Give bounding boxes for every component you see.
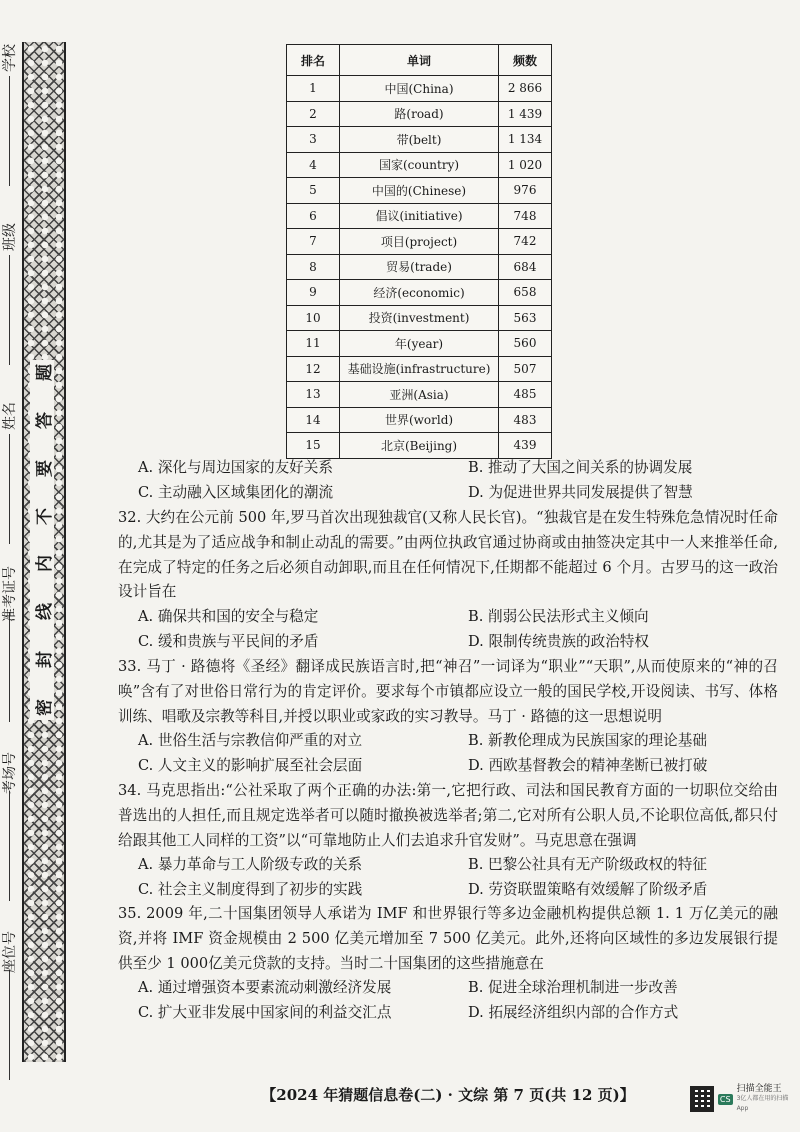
scanner-name: 扫描全能王 (736, 1084, 782, 1094)
word-cell: 亚洲(Asia) (340, 382, 499, 408)
frequency-cell: 684 (499, 254, 552, 280)
word-cell: 年(year) (340, 331, 499, 357)
frequency-cell: 658 (499, 280, 552, 306)
field-name (0, 398, 23, 544)
word-cell: 经济(economic) (340, 280, 499, 306)
rank-cell: 5 (287, 178, 340, 204)
question-33 (118, 655, 778, 779)
seal-char: 封 (34, 651, 55, 669)
scanner-text (737, 1084, 794, 1114)
table-row (287, 356, 552, 382)
word-cell: 中国的(Chinese) (340, 178, 499, 204)
frequency-cell: 560 (499, 331, 552, 357)
question-35 (118, 902, 778, 1026)
option-a: A. 世俗生活与宗教信仰严重的对立 (138, 732, 363, 750)
option-d: D. 拓展经济组织内部的合作方式 (468, 1004, 679, 1022)
rank-cell: 11 (287, 331, 340, 357)
word-cell: 路(road) (340, 101, 499, 127)
word-cell: 投资(investment) (340, 305, 499, 331)
option-c: C. 人文主义的影响扩展至社会层面 (138, 757, 363, 775)
word-cell: 世界(world) (340, 407, 499, 433)
rank-cell: 8 (287, 254, 340, 280)
field-label: 姓名 (2, 401, 18, 430)
field-school (0, 40, 23, 186)
frequency-cell: 1 134 (499, 127, 552, 153)
rank-cell: 10 (287, 305, 340, 331)
question-34 (118, 779, 778, 903)
table-row (287, 407, 552, 433)
rank-cell: 13 (287, 382, 340, 408)
student-info-fields (0, 40, 18, 1080)
frequency-cell: 748 (499, 203, 552, 229)
table-row (287, 178, 552, 204)
seal-char: 线 (34, 603, 55, 621)
seal-char: 内 (34, 555, 55, 573)
page-footer: 【2024 年猜题信息卷(二) · 文综 第 7 页(共 12 页)】 (261, 1086, 635, 1104)
rank-cell: 9 (287, 280, 340, 306)
frequency-cell: 483 (499, 407, 552, 433)
rank-cell: 4 (287, 152, 340, 178)
word-cell: 国家(country) (340, 152, 499, 178)
option-d: D. 西欧基督教会的精神垄断已被打破 (468, 757, 708, 775)
table-body (287, 76, 552, 459)
field-label: 考场号 (2, 752, 18, 795)
binding-margin (0, 0, 84, 1132)
option-d: D. 为促进世界共同发展提供了智慧 (468, 483, 693, 501)
table-row (287, 101, 552, 127)
option-b: B. 促进全球治理机制进一步改善 (468, 979, 678, 997)
seal-char: 题 (34, 364, 55, 381)
option-a: A. 确保共和国的安全与稳定 (138, 608, 319, 626)
table-row (287, 382, 552, 408)
word-cell: 贸易(trade) (340, 254, 499, 280)
table-row (287, 254, 552, 280)
rank-cell: 3 (287, 127, 340, 153)
rank-cell: 7 (287, 229, 340, 255)
option-c: C. 缓和贵族与平民间的矛盾 (138, 632, 319, 650)
frequency-cell: 742 (499, 229, 552, 255)
header-frequency: 频数 (499, 45, 552, 76)
question-stem: 35. 2009 年,二十国集团领导人承诺为 IMF 和世界银行等多边金融机构提供总额 1. 1 万亿美元的融资,并将 IMF 资金规模由 2 500 亿美元增加至 7 500 亿美元。此外,还将向区域性的多边发展银行提供至少 1 000亿美元贷款的支持。当时二十国集团的这些措施意在 (118, 905, 778, 972)
table-row (287, 331, 552, 357)
options (118, 853, 778, 903)
qr-code-icon (690, 1086, 714, 1112)
option-a: A. 通过增强资本要素流动刺激经济发展 (138, 979, 392, 997)
header-rank: 排名 (287, 45, 340, 76)
seal-char: 要 (34, 459, 55, 477)
frequency-cell: 439 (499, 433, 552, 459)
frequency-cell: 563 (499, 305, 552, 331)
option-c: C. 扩大亚非发展中国家间的利益交汇点 (138, 1004, 392, 1022)
frequency-cell: 485 (499, 382, 552, 408)
seal-notice (30, 360, 54, 720)
word-cell: 带(belt) (340, 127, 499, 153)
word-cell: 中国(China) (340, 76, 499, 102)
seal-char: 密 (34, 698, 55, 716)
table-row (287, 280, 552, 306)
field-label: 准考证号 (2, 566, 18, 623)
options (118, 456, 778, 506)
seal-char: 答 (34, 411, 55, 429)
field-label: 学校 (2, 44, 18, 72)
rank-cell: 15 (287, 433, 340, 459)
table-header-row (287, 45, 552, 76)
header-word: 单词 (340, 45, 499, 76)
question-stem: 34. 马克思指出:“公社采取了两个正确的办法:第一,它把行政、司法和国民教育方面的一切职位交给由普选出的人担任,而且规定选举者可以随时撤换被选举者;第二,它对所有公职人员,不论职位高低,都只付给跟其他工人同样的工资”以“可靠地防止人们去追求升官发财”。马克思意在强调 (118, 782, 778, 849)
frequency-cell: 507 (499, 356, 552, 382)
frequency-cell: 976 (499, 178, 552, 204)
word-cell: 项目(project) (340, 229, 499, 255)
table-row (287, 76, 552, 102)
option-b: B. 巴黎公社具有无产阶级政权的特征 (468, 856, 707, 874)
table-row (287, 229, 552, 255)
options (118, 605, 778, 655)
table-row (287, 433, 552, 459)
rank-cell: 1 (287, 76, 340, 102)
question-stem: 33. 马丁 · 路德将《圣经》翻译成民族语言时,把“神召”一词译为“职业”“天职”,从而使原来的“神的召唤”含有了对世俗日常行为的肯定评价。要求每个市镇都应设立一般的国民学校,开设阅读、书写、体格训练、唱歌及宗教等科目,并授以职业或家政的实习教导。马丁 · 路德的这一思想说明 (118, 658, 778, 725)
option-b: B. 推动了大国之间关系的协调发展 (468, 459, 693, 476)
table-row (287, 152, 552, 178)
field-label: 班级 (2, 222, 18, 251)
table-row (287, 203, 552, 229)
option-c: C. 主动融入区域集团化的潮流 (138, 483, 334, 501)
option-b: B. 削弱公民法形式主义倾向 (468, 608, 649, 626)
frequency-cell: 2 866 (499, 76, 552, 102)
question-stem: 32. 大约在公元前 500 年,罗马首次出现独裁官(又称人民长官)。“独裁官是在发生特殊危急情况时任命的,尤其是为了适应战争和制止动乱的需要。”由两位执政官通过协商或由抽签决定其中一人来推举任命,在完成了特定的任务之后必须自动卸职,而且在任何情况下,任期都不能超过 6 个月。古罗马的这一政治设计旨在 (118, 509, 778, 601)
options (118, 976, 778, 1026)
field-class (0, 219, 23, 365)
table-row (287, 127, 552, 153)
rank-cell: 6 (287, 203, 340, 229)
word-cell: 倡议(initiative) (340, 203, 499, 229)
option-a: A. 暴力革命与工人阶级专政的关系 (138, 856, 363, 874)
option-c: C. 社会主义制度得到了初步的实践 (138, 881, 363, 899)
word-frequency-table (286, 44, 552, 459)
rank-cell: 14 (287, 407, 340, 433)
word-cell: 北京(Beijing) (340, 433, 499, 459)
question-31 (118, 456, 778, 506)
options (118, 729, 778, 779)
field-label: 座位号 (2, 930, 18, 973)
table-row (287, 305, 552, 331)
frequency-cell: 1 439 (499, 101, 552, 127)
option-d: D. 限制传统贵族的政治特权 (468, 632, 649, 650)
frequency-cell: 1 020 (499, 152, 552, 178)
word-cell: 基础设施(infrastructure) (340, 356, 499, 382)
option-a: A. 深化与周边国家的友好关系 (138, 459, 333, 476)
scanner-watermark (690, 1085, 794, 1113)
scanner-sub: 3亿人都在用的扫描App (736, 1095, 789, 1112)
rank-cell: 12 (287, 356, 340, 382)
seal-char: 不 (34, 507, 55, 525)
rank-cell: 2 (287, 101, 340, 127)
question-32 (118, 506, 778, 655)
option-d: D. 劳资联盟策略有效缓解了阶级矛盾 (468, 881, 708, 899)
scanner-badge: CS (719, 1094, 731, 1104)
option-b: B. 新教伦理成为民族国家的理论基础 (468, 732, 707, 750)
